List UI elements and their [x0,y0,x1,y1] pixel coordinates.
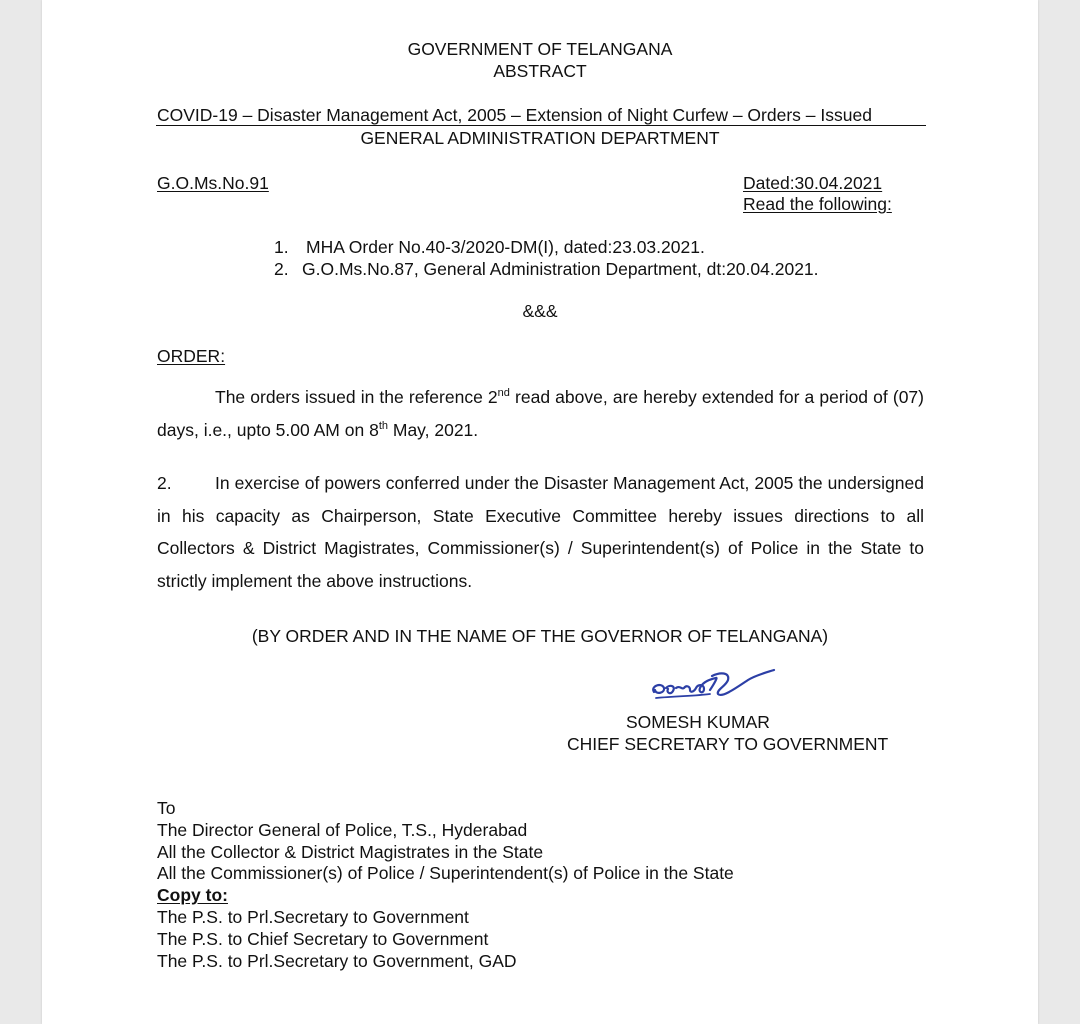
reference-number: 2. [274,259,289,279]
closing-statement: (BY ORDER AND IN THE NAME OF THE GOVERNOR OF TELANGANA) [251,626,829,646]
order-paragraph-2 [157,467,924,597]
separator: &&& [522,301,558,321]
para2-text: In exercise of powers conferred under the Disaster Management Act, 2005 the undersigned in his capacity as Chairperson, State Executive Committee hereby issues directions to all Collectors & District Magistrates, Commissioner(s) / Superintendent(s) of Police in the State to strictly implement the above instructions. [157,473,924,591]
to-label: To [157,798,176,818]
document-page [42,0,1038,1024]
to-recipient: All the Commissioner(s) of Police / Superintendent(s) of Police in the State [157,863,734,884]
para1-superscript: th [378,419,388,432]
copy-recipient: The P.S. to Chief Secretary to Government [157,928,489,949]
order-paragraph-1 [157,381,924,446]
reference-item [274,236,705,258]
read-following: Read the following: [743,194,892,214]
copy-recipient: The P.S. to Prl.Secretary to Government, GAD [157,950,517,971]
reference-text: MHA Order No.40-3/2020-DM(I), dated:23.03.2021. [306,237,705,257]
reference-item [274,258,819,280]
subject-line: COVID-19 – Disaster Management Act, 2005 – Extension of Night Curfew – Orders – Issued [157,105,872,125]
order-heading: ORDER: [157,346,226,366]
to-recipient: The Director General of Police, T.S., Hyderabad [157,819,528,840]
signatory-name: SOMESH KUMAR [626,712,770,732]
government-title: GOVERNMENT OF TELANGANA [407,39,673,59]
reference-number: 1. [274,237,289,257]
para1-text: May, 2021. [388,419,479,440]
signature-image [646,666,781,716]
para1-text: The orders issued in the reference 2 [215,387,498,407]
copy-recipient: The P.S. to Prl.Secretary to Government [157,907,469,927]
copy-to-label: Copy to: [157,885,228,906]
reference-text: G.O.Ms.No.87, General Administration Department, dt:20.04.2021. [302,259,819,279]
dated: Dated:30.04.2021 [743,173,883,193]
to-recipient: All the Collector & District Magistrates in the State [157,841,544,862]
para2-number: 2. [157,473,172,493]
go-number: G.O.Ms.No.91 [157,173,269,193]
department-title: GENERAL ADMINISTRATION DEPARTMENT [360,128,720,148]
signatory-title: CHIEF SECRETARY TO GOVERNMENT [567,734,889,754]
subject-underline [156,125,926,126]
abstract-title: ABSTRACT [493,61,587,81]
para1-superscript: nd [497,387,510,400]
para1-text: read above, are hereby extended for a period of (07) days, i.e., upto 5.00 AM on 8 [157,387,924,440]
